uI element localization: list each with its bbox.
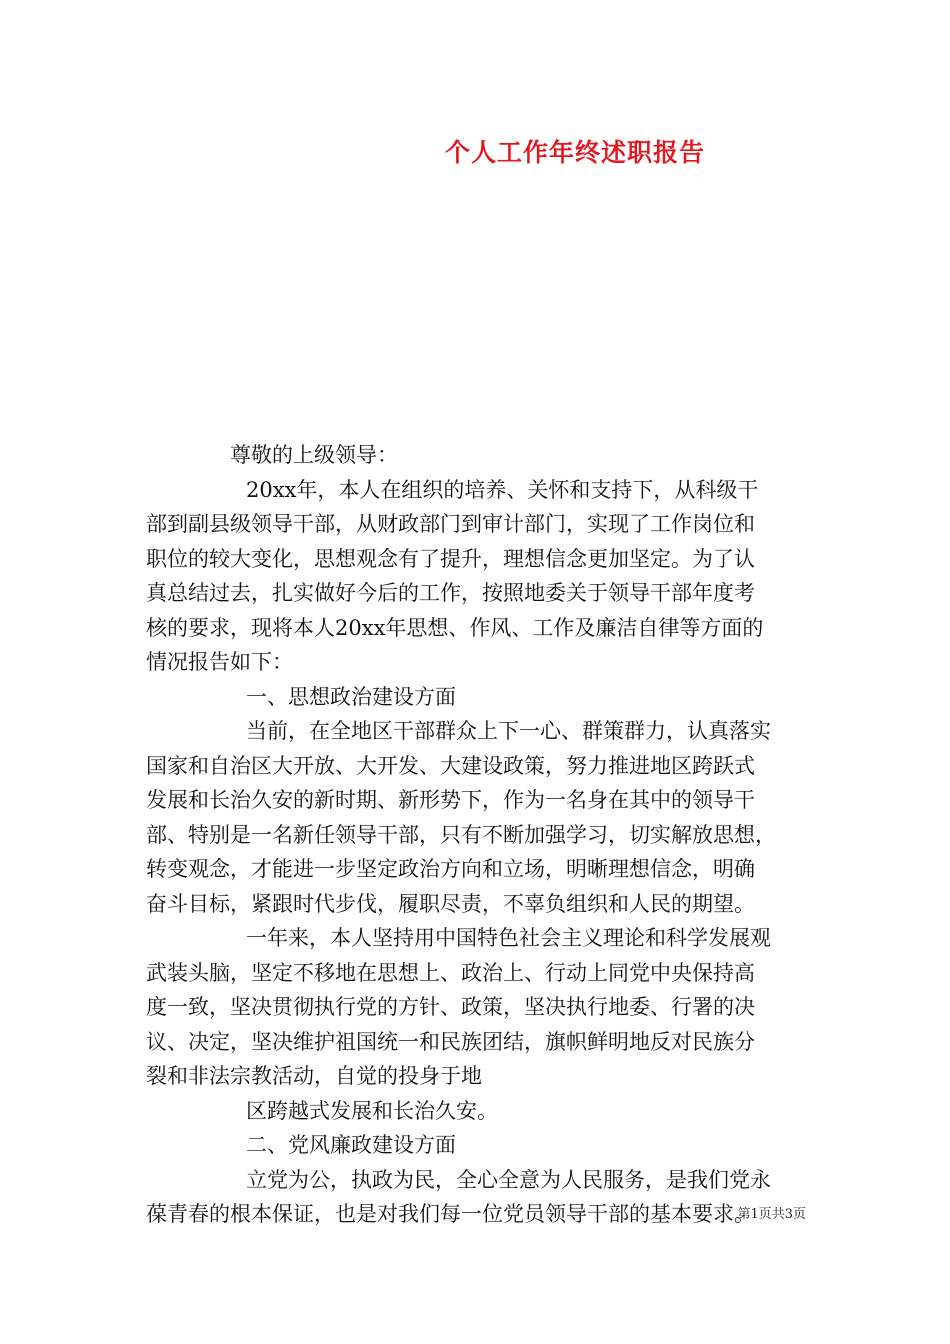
section-heading: 一、思想政治建设方面 [246,684,456,709]
body-line: 议、决定，坚决维护祖国统一和民族团结，旗帜鲜明地反对民族分 [146,1029,755,1054]
body-line: 国家和自治区大开放、大开发、大建设政策，努力推进地区跨跃式 [146,753,755,778]
body-line: 职位的较大变化，思想观念有了提升，理想信念更加坚定。为了认 [146,546,755,571]
body-line: 武装头脑，坚定不移地在思想上、政治上、行动上同党中央保持高 [146,960,755,985]
body-line: 部、特别是一名新任领导干部，只有不断加强学习，切实解放思想， [146,822,776,847]
section-heading: 二、党风廉政建设方面 [246,1133,456,1157]
document-title: 个人工作年终述职报告 [444,138,705,167]
body-line: 立党为公，执政为民，全心全意为人民服务，是我们党永 [246,1167,771,1192]
body-line: 度一致，坚决贯彻执行党的方针、政策，坚决执行地委、行署的决 [146,995,755,1019]
body-line: 部到副县级领导干部，从财政部门到审计部门，实现了工作岗位和 [146,512,755,536]
body-line: 真总结过去，扎实做好今后的工作，按照地委关于领导干部年度考 [146,581,755,605]
body-line: 葆青春的根本保证，也是对我们每一位党员领导干部的基本要求。 [146,1202,755,1226]
body-line: 一年来，本人坚持用中国特色社会主义理论和科学发展观 [246,926,771,950]
body-line: 情况报告如下： [146,650,293,674]
body-line: 当前，在全地区干部群众上下一心、群策群力，认真落实 [246,719,771,743]
body-line: 奋斗目标，紧跟时代步伐，履职尽责，不辜负组织和人民的期望。 [146,891,755,916]
body-line: 核的要求，现将本人20xx年思想、作风、工作及廉洁自律等方面的 [146,615,764,640]
salutation: 尊敬的上级领导： [230,443,398,467]
document-body [146,438,806,1232]
body-line: 转变观念，才能进一步坚定政治方向和立场，明晰理想信念，明确 [146,857,755,881]
body-line: 发展和长治久安的新时期、新形势下，作为一名身在其中的领导干 [146,788,755,812]
page-number: 第1页共3页 [737,1207,806,1222]
body-line: 裂和非法宗教活动，自觉的投身于地 [146,1064,482,1088]
body-line: 20xx年，本人在组织的培养、关怀和支持下，从科级干 [246,477,759,502]
body-line: 区跨越式发展和长治久安。 [246,1098,498,1123]
